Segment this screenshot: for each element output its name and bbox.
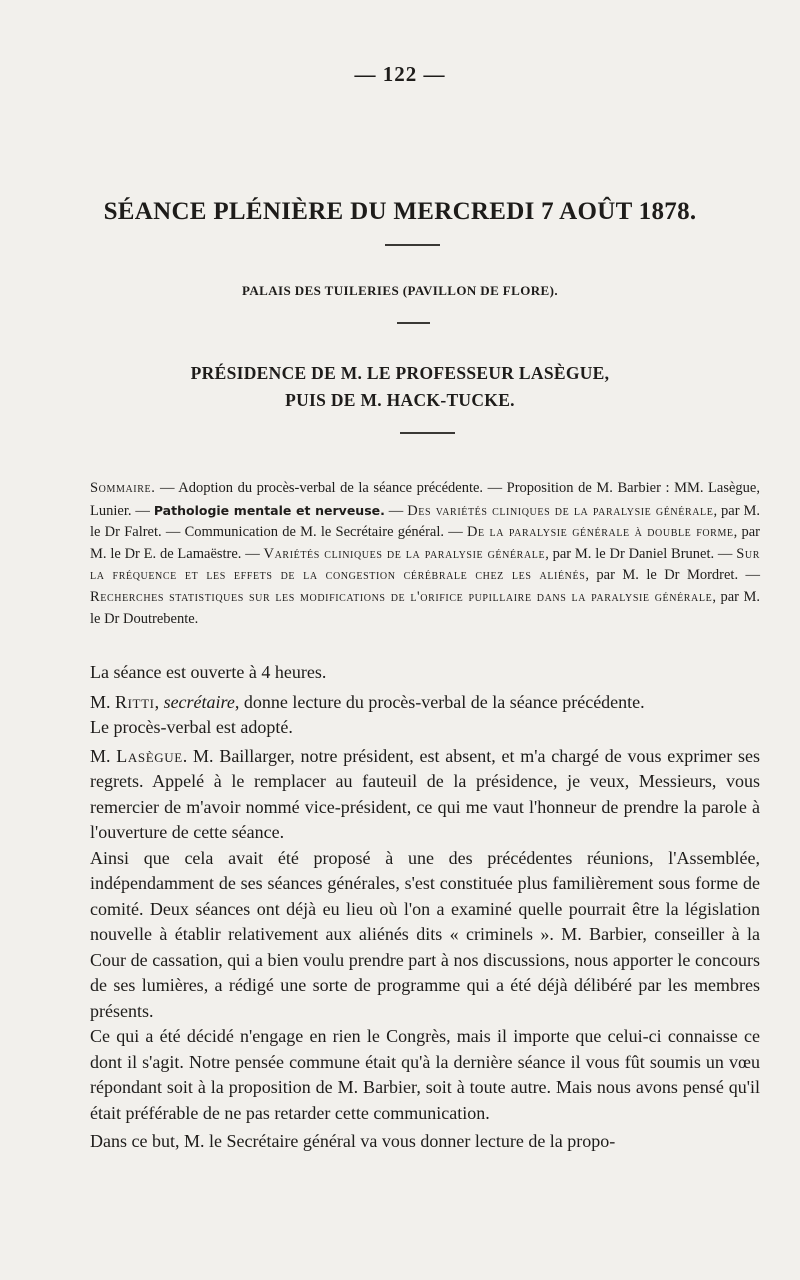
summary-text: — Adoption du procès-verbal de la séance précédente. — Proposition de M. Barbier : MM. Lasègue, Lunier. — bbox=[90, 480, 760, 519]
summary-topic: Variétés cliniques de la paralysie générale bbox=[263, 545, 546, 562]
paragraph-closing: Dans ce but, M. le Secrétaire général va vous donner lecture de la propo- bbox=[90, 1131, 616, 1151]
summary-block bbox=[90, 478, 760, 630]
session-title: SÉANCE PLÉNIÈRE DU MERCREDI 7 AOÛT 1878. bbox=[103, 198, 697, 225]
speaker-role: secrétaire bbox=[163, 691, 235, 712]
summary-topic: Des variétés cliniques de la paralysie générale bbox=[407, 502, 714, 519]
summary-text: , par M. le Dr Falret. — Communication de M. le Secrétaire général. — bbox=[90, 502, 760, 541]
paragraph-congres: Ce qui a été décidé n'engage en rien le Congrès, mais il importe que celui-ci connaisse ce dont il s'agit. Notre pensée commune était qu'à la dernière séance il vous fût soumis un vœu répondant soit à la proposition de M. Barbier, soit à toute autre. Mais nous avons pensé qu'il était préférable de ne pas retarder cette communication. bbox=[90, 1026, 760, 1123]
summary-label: Sommaire. bbox=[90, 480, 156, 496]
summary-text: , par M. le Dr E. de Lamaëstre. — bbox=[90, 524, 761, 562]
speaker-name: Lasègue bbox=[116, 745, 183, 766]
divider-3 bbox=[400, 432, 455, 434]
summary-section-heading: Pathologie mentale et nerveuse. bbox=[153, 502, 385, 518]
paragraph-adopted: Le procès-verbal est adopté. bbox=[90, 717, 293, 737]
paragraph-opening: La séance est ouverte à 4 heures. bbox=[90, 662, 327, 682]
session-location: PALAIS DES TUILERIES (PAVILLON DE FLORE). bbox=[242, 283, 558, 298]
summary-text: , par M. le Dr Mordret. — bbox=[585, 567, 761, 584]
divider-2 bbox=[397, 322, 430, 324]
summary-topic: Sur la fréquence et les effets de la congestion cérébrale chez les aliénés bbox=[90, 545, 760, 584]
summary-topic: Recherches statistiques sur les modifications de l'orifice pupillaire dans la paralysie générale bbox=[90, 588, 713, 605]
summary-text: , par M. le Dr Daniel Brunet. — bbox=[545, 545, 737, 562]
body-text bbox=[90, 660, 760, 1155]
speaker-prefix: M. bbox=[90, 745, 117, 766]
page-number: — 122 — bbox=[354, 62, 446, 86]
paragraph-ritti: M. Ritti, secrétaire, donne lecture du procès-verbal de la séance précédente. bbox=[90, 691, 645, 712]
paragraph-lasegue bbox=[90, 744, 760, 846]
divider-1 bbox=[385, 244, 440, 246]
summary-topic: De la paralysie générale à double forme bbox=[466, 524, 734, 541]
presidency-line-2: PUIS DE M. HACK-TUCKE. bbox=[285, 390, 515, 410]
speaker-prefix: M. bbox=[90, 691, 116, 712]
presidency-line-1: PRÉSIDENCE DE M. LE PROFESSEUR LASÈGUE, bbox=[190, 363, 610, 383]
summary-text: — bbox=[384, 502, 408, 519]
paragraph-text: , donne lecture du procès-verbal de la séance précédente. bbox=[234, 691, 645, 712]
speaker-name: Ritti bbox=[115, 691, 155, 712]
presidency-heading bbox=[0, 360, 800, 414]
paragraph-text: . M. Baillarger, notre président, est absent, et m'a chargé de vous exprimer ses regrets. Appelé à le remplacer au fauteuil de la présidence, je veux, Messieurs, vous remercier de m'avoir nommé vice-président, ce qui me vaut l'honneur de prendre la parole à l'ouverture de cette séance. bbox=[90, 745, 760, 842]
summary-text: , par M. le Dr Doutrebente. bbox=[90, 588, 760, 627]
paragraph-comite: Ainsi que cela avait été proposé à une des précédentes réunions, l'Assemblée, indépendamment de ses séances générales, s'est constituée plus familièrement sous forme de comité. Deux séances ont déjà eu lieu où l'on a examiné quelle pourrait être la législation nouvelle à établir relativement aux aliénés dits « criminels ». M. Barbier, conseiller à la Cour de cassation, qui a bien voulu prendre part à nos discussions, nous apporter le concours de ses lumières, a rédigé une sorte de programme qui a été déjà délibéré par les membres présents. bbox=[90, 847, 760, 1021]
